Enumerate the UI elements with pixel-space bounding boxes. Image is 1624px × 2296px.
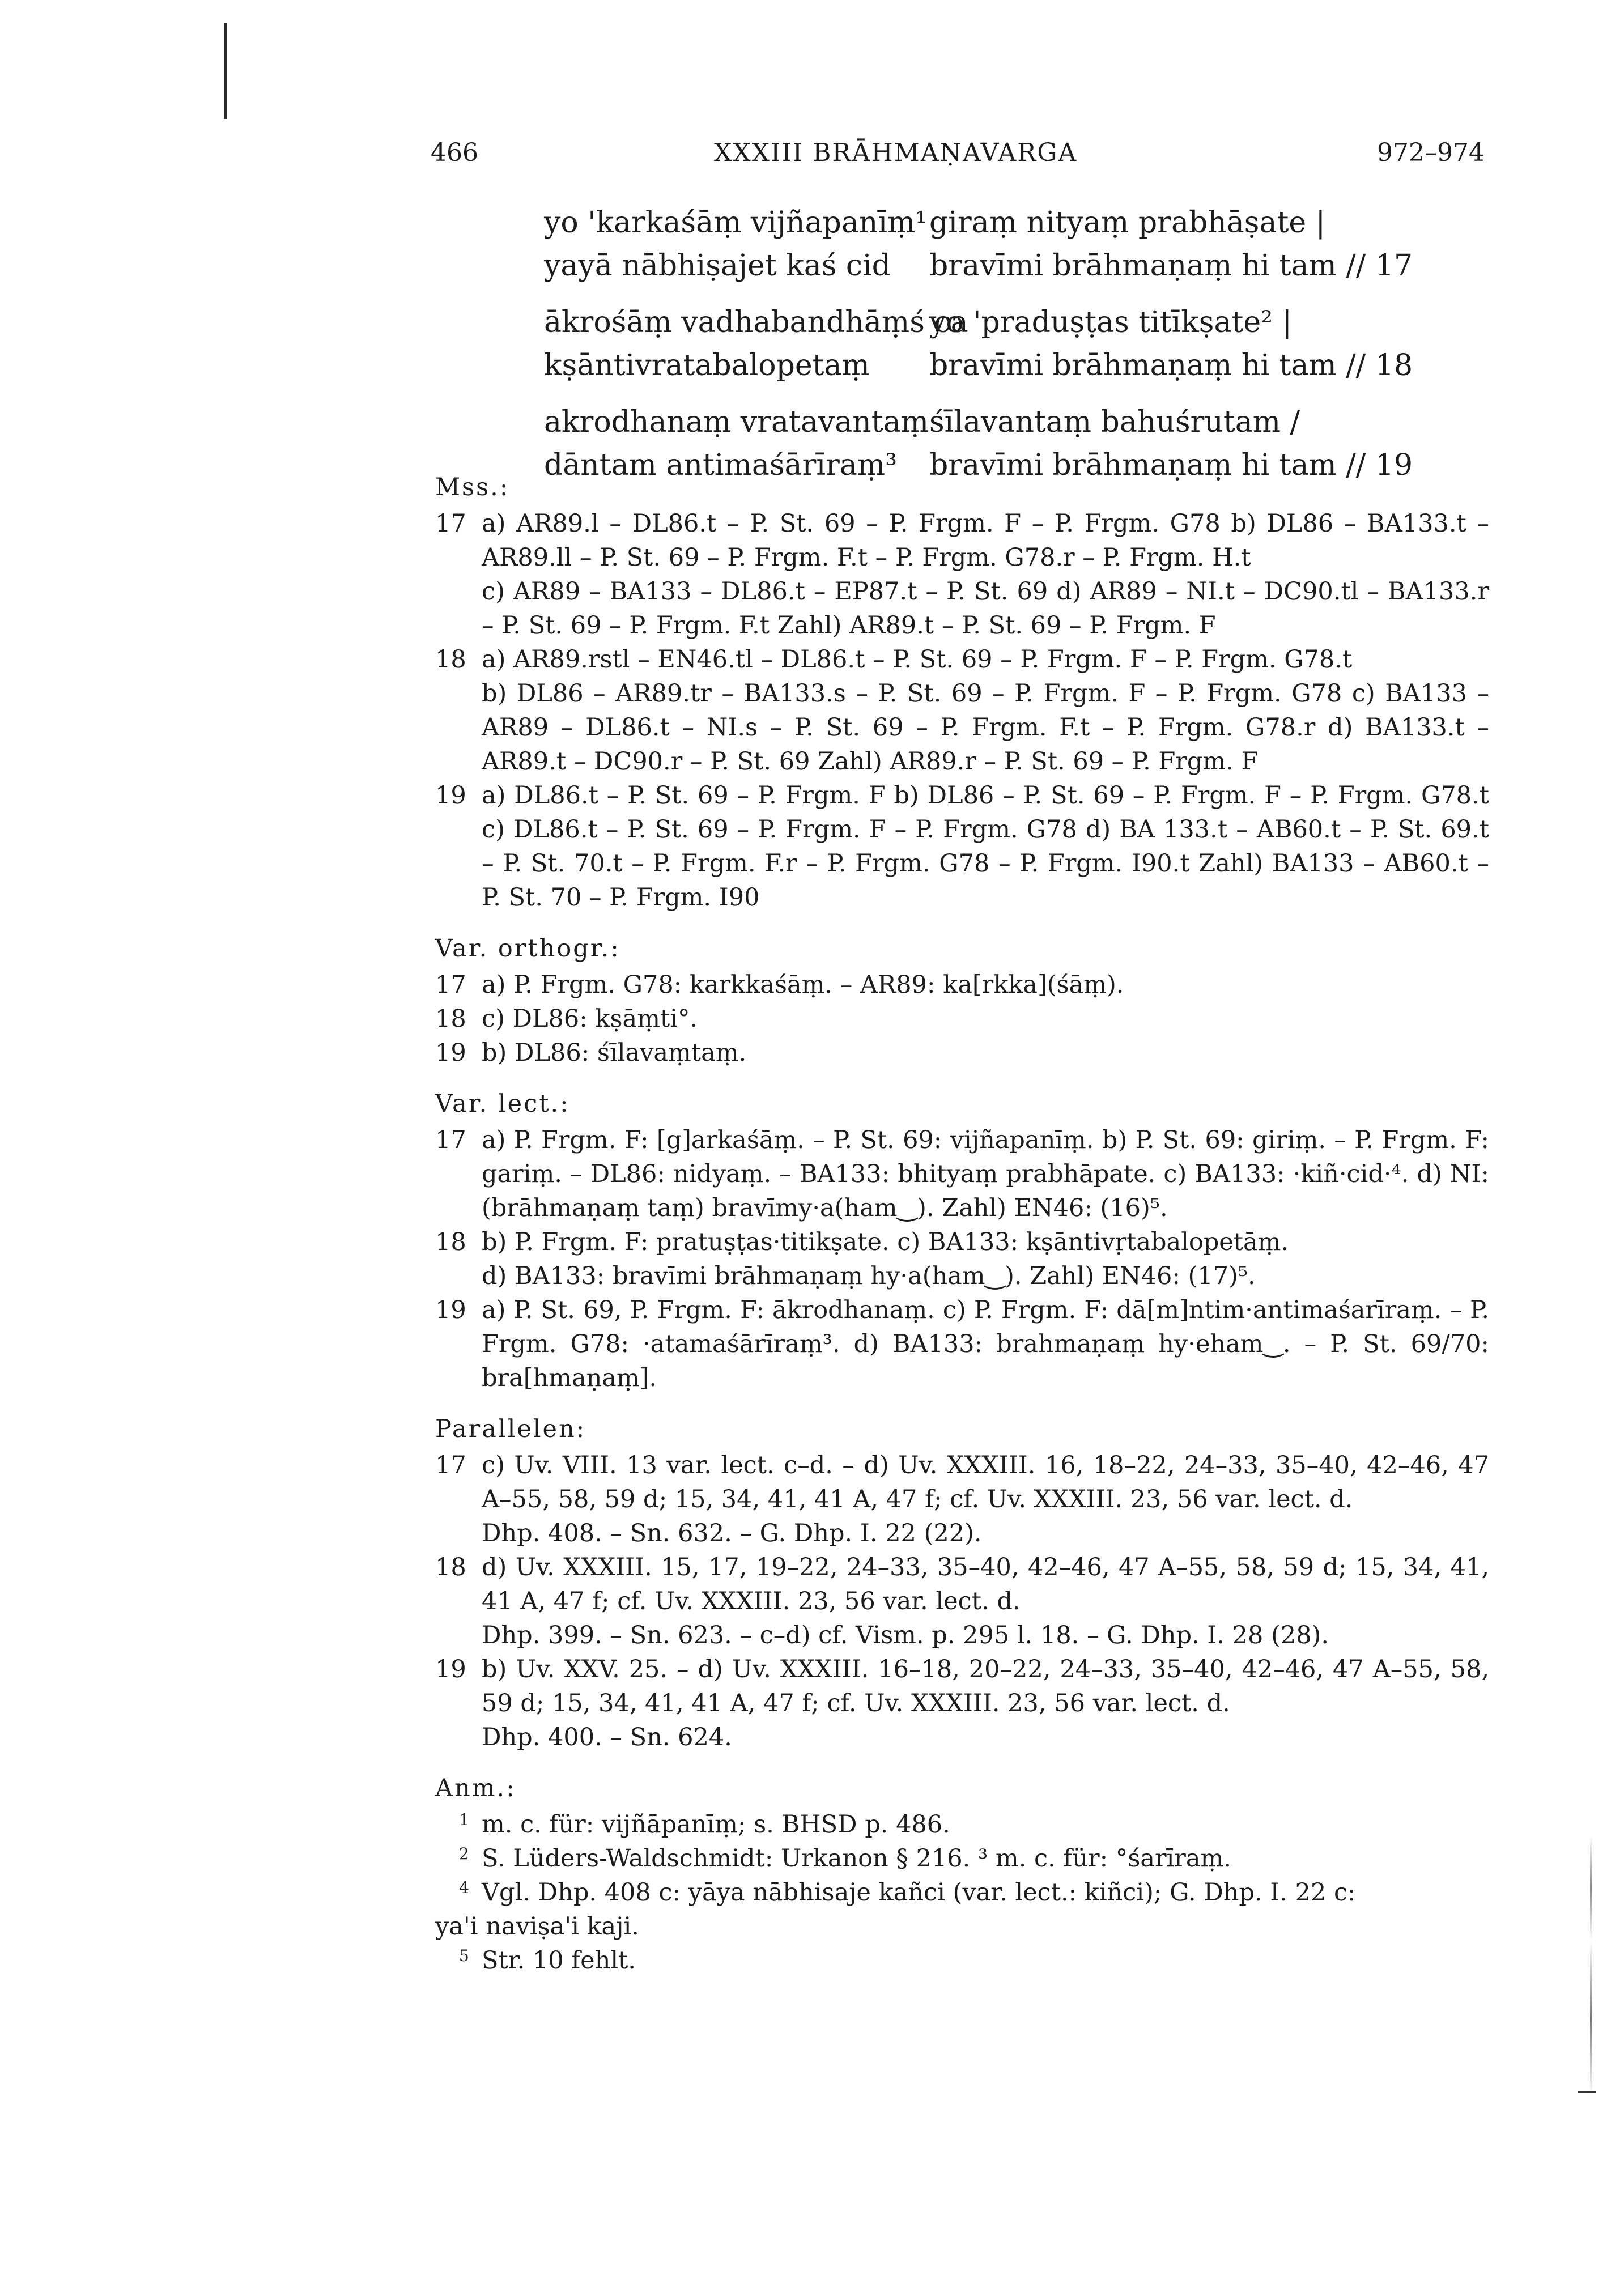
entry-number: 18 (435, 1005, 466, 1033)
footnote-text: Str. 10 fehlt. (482, 1946, 636, 1975)
entry-text: b) P. Frgm. F: pratuṣṭas·titikṣate. c) BA133: kṣāntivṛtabalopetāṃ. (482, 1228, 1289, 1256)
verse-line (544, 401, 1507, 444)
mss-entry-17 (435, 507, 1489, 643)
footnote-mark: 2 (459, 1844, 469, 1863)
parallelen-entry-19 (435, 1652, 1489, 1754)
entry-text: b) DL86: śīlavaṃtaṃ. (482, 1039, 747, 1067)
pada-c: dāntam antimaśārīraṃ³ (544, 448, 898, 482)
footnote-text: m. c. für: vijñāpanīṃ; s. BHSD p. 486. (482, 1810, 950, 1839)
pada-c: yayā nābhiṣajet kaś cid (544, 249, 891, 283)
entry-text: a) AR89.l – DL86.t – P. St. 69 – P. Frgm. F – P. Frgm. G78 b) DL86 – BA133.t – AR89.ll – P. St. 69 – P. Frgm. F.t – P. Frgm. G78.r – P. Frgm. H.t (482, 509, 1489, 572)
var-lect-heading: Var. lect.: (435, 1090, 570, 1118)
anm-heading: Anm.: (435, 1774, 516, 1802)
pada-b: giraṃ nityaṃ prabhāṣate | (929, 206, 1326, 240)
running-head (431, 133, 1485, 173)
entry-text: a) P. Frgm. G78: karkkaśāṃ. – AR89: ka[rkka](śāṃ). (482, 971, 1124, 999)
verse-line (544, 344, 1507, 387)
verse-block (544, 201, 1507, 500)
scan-edge-shadow (1590, 1836, 1592, 2097)
parallelen-heading: Parallelen: (435, 1415, 586, 1443)
pada-a: akrodhanaṃ vratavantaṃ (544, 405, 929, 439)
scan-edge-hook (1578, 2091, 1596, 2093)
entry-number: 18 (435, 1228, 466, 1256)
mss-heading: Mss.: (435, 473, 510, 501)
entry-text: Dhp. 400. – Sn. 624. (482, 1723, 732, 1751)
parallelen-entry-18 (435, 1550, 1489, 1652)
var-orthogr-entry-18 (435, 1002, 1489, 1036)
footnote-continuation: ya'i naviṣa'i kaji. (435, 1912, 639, 1941)
footnote-4 (435, 1876, 1489, 1910)
verse-18 (544, 301, 1507, 387)
mss-entry-18 (435, 643, 1489, 779)
footnote-mark: 4 (459, 1878, 469, 1897)
critical-apparatus (435, 470, 1489, 1978)
pada-a: ākrośāṃ vadhabandhāṃś ca (544, 305, 968, 339)
footnote-1 (435, 1808, 1489, 1842)
pada-d: bravīmi brāhmaṇaṃ hi tam // 19 (929, 448, 1413, 482)
footnote-text: Vgl. Dhp. 408 c: yāya nābhisaje kañci (var. lect.: kiñci); G. Dhp. I. 22 c: (482, 1878, 1356, 1907)
footnote-text: S. Lüders-Waldschmidt: Urkanon § 216. ³ m. c. für: °śarīraṃ. (482, 1844, 1231, 1873)
mss-entry-19 (435, 779, 1489, 915)
footnote-5 (435, 1944, 1489, 1978)
entry-number: 17 (435, 971, 466, 999)
footnote-mark: 5 (459, 1946, 469, 1965)
entry-text: c) AR89 – BA133 – DL86.t – EP87.t – P. St. 69 d) AR89 – NI.t – DC90.tl – BA133.r – P. St. 69 – P. Frgm. F.t Zahl) AR89.t – P. St. 69 – P. Frgm. F (482, 577, 1489, 640)
scan-edge-line (224, 23, 227, 119)
verse-range: 972–974 (1377, 138, 1485, 167)
verse-line (544, 201, 1507, 244)
var-orthogr-heading: Var. orthogr.: (435, 934, 620, 963)
footnote-2 (435, 1842, 1489, 1876)
entry-text: Dhp. 408. – Sn. 632. – G. Dhp. I. 22 (22). (482, 1519, 982, 1547)
pada-c: kṣāntivratabalopetaṃ (544, 348, 870, 382)
footnote-mark: 1 (459, 1810, 469, 1829)
entry-number: 19 (435, 781, 466, 810)
entry-text: a) P. Frgm. F: [g]arkaśāṃ. – P. St. 69: vijñapanīṃ. b) P. St. 69: giriṃ. – P. Frgm. F: gariṃ. – DL86: nidyaṃ. – BA133: bhityaṃ prabhāpate. c) BA133: ·kiñ·cid·⁴. d) NI: (brāhmaṇaṃ taṃ) bravīmy·a(ham‿). Zahl) EN46: (16)⁵. (482, 1126, 1489, 1222)
entry-text: a) AR89.rstl – EN46.tl – DL86.t – P. St. 69 – P. Frgm. F – P. Frgm. G78.t (482, 645, 1353, 674)
chapter-title: XXXIII BRĀHMAṆAVARGA (714, 138, 1078, 167)
pada-d: bravīmi brāhmaṇaṃ hi tam // 18 (929, 348, 1413, 382)
verse-17 (544, 201, 1507, 287)
pada-a: yo 'karkaśāṃ vijñapanīṃ¹ (544, 206, 928, 240)
entry-number: 17 (435, 1126, 466, 1154)
var-lect-entry-19 (435, 1293, 1489, 1395)
entry-text: b) DL86 – AR89.tr – BA133.s – P. St. 69 – P. Frgm. F – P. Frgm. G78 c) BA133 – AR89 – DL86.t – NI.s – P. St. 69 – P. Frgm. F.t – P. Frgm. G78.r d) BA133.t – AR89.t – DC90.r – P. St. 69 Zahl) AR89.r – P. St. 69 – P. Frgm. F (482, 679, 1489, 776)
entry-number: 19 (435, 1039, 466, 1067)
entry-text: a) DL86.t – P. St. 69 – P. Frgm. F b) DL86 – P. St. 69 – P. Frgm. F – P. Frgm. G78.t c) DL86.t – P. St. 69 – P. Frgm. F – P. Frgm. G78 d) BA 133.t – AB60.t – P. St. 69.t – P. St. 70.t – P. Frgm. F.r – P. Frgm. G78 – P. Frgm. I90.t Zahl) BA133 – AB60.t – P. St. 70 – P. Frgm. I90 (482, 781, 1489, 912)
entry-number: 17 (435, 1451, 466, 1479)
var-lect-entry-18 (435, 1225, 1489, 1293)
entry-text: c) Uv. VIII. 13 var. lect. c–d. – d) Uv. XXXIII. 16, 18–22, 24–33, 35–40, 42–46, 47 A–55, 58, 59 d; 15, 34, 41, 41 A, 47 f; cf. Uv. XXXIII. 23, 56 var. lect. d. (482, 1451, 1489, 1513)
verse-line (544, 301, 1507, 344)
pada-b: śīlavantaṃ bahuśrutam / (929, 405, 1300, 439)
verse-line (544, 244, 1507, 287)
entry-text: b) Uv. XXV. 25. – d) Uv. XXXIII. 16–18, 20–22, 24–33, 35–40, 42–46, 47 A–55, 58, 59 d; 15, 34, 41, 41 A, 47 f; cf. Uv. XXXIII. 23, 56 var. lect. d. (482, 1655, 1489, 1717)
entry-number: 18 (435, 1553, 466, 1581)
var-orthogr-entry-19 (435, 1036, 1489, 1070)
pada-b: yo 'praduṣṭas titīkṣate² | (929, 305, 1293, 339)
pada-d: bravīmi brāhmaṇaṃ hi tam // 17 (929, 249, 1413, 283)
entry-text: c) DL86: kṣāṃti°. (482, 1005, 698, 1033)
var-orthogr-entry-17 (435, 968, 1489, 1002)
entry-text: d) BA133: bravīmi brāhmaṇaṃ hy·a(ham‿). Zahl) EN46: (17)⁵. (482, 1262, 1256, 1290)
entry-text: a) P. St. 69, P. Frgm. F: ākrodhanaṃ. c) P. Frgm. F: dā[m]ntim·antimaśarīraṃ. – P. Frgm. G78: ·atamaśārīraṃ³. d) BA133: brahmaṇaṃ hy·eham‿. – P. St. 69/70: bra[hmaṇaṃ]. (482, 1296, 1489, 1392)
parallelen-entry-17 (435, 1448, 1489, 1550)
page-number: 466 (431, 138, 478, 167)
var-lect-entry-17 (435, 1123, 1489, 1225)
entry-text: Dhp. 399. – Sn. 623. – c–d) cf. Vism. p. 295 l. 18. – G. Dhp. I. 28 (28). (482, 1621, 1329, 1649)
entry-text: d) Uv. XXXIII. 15, 17, 19–22, 24–33, 35–40, 42–46, 47 A–55, 58, 59 d; 15, 34, 41, 41 A, 47 f; cf. Uv. XXXIII. 23, 56 var. lect. d. (482, 1553, 1489, 1615)
entry-number: 19 (435, 1655, 466, 1683)
entry-number: 17 (435, 509, 466, 538)
entry-number: 19 (435, 1296, 466, 1324)
entry-number: 18 (435, 645, 466, 674)
